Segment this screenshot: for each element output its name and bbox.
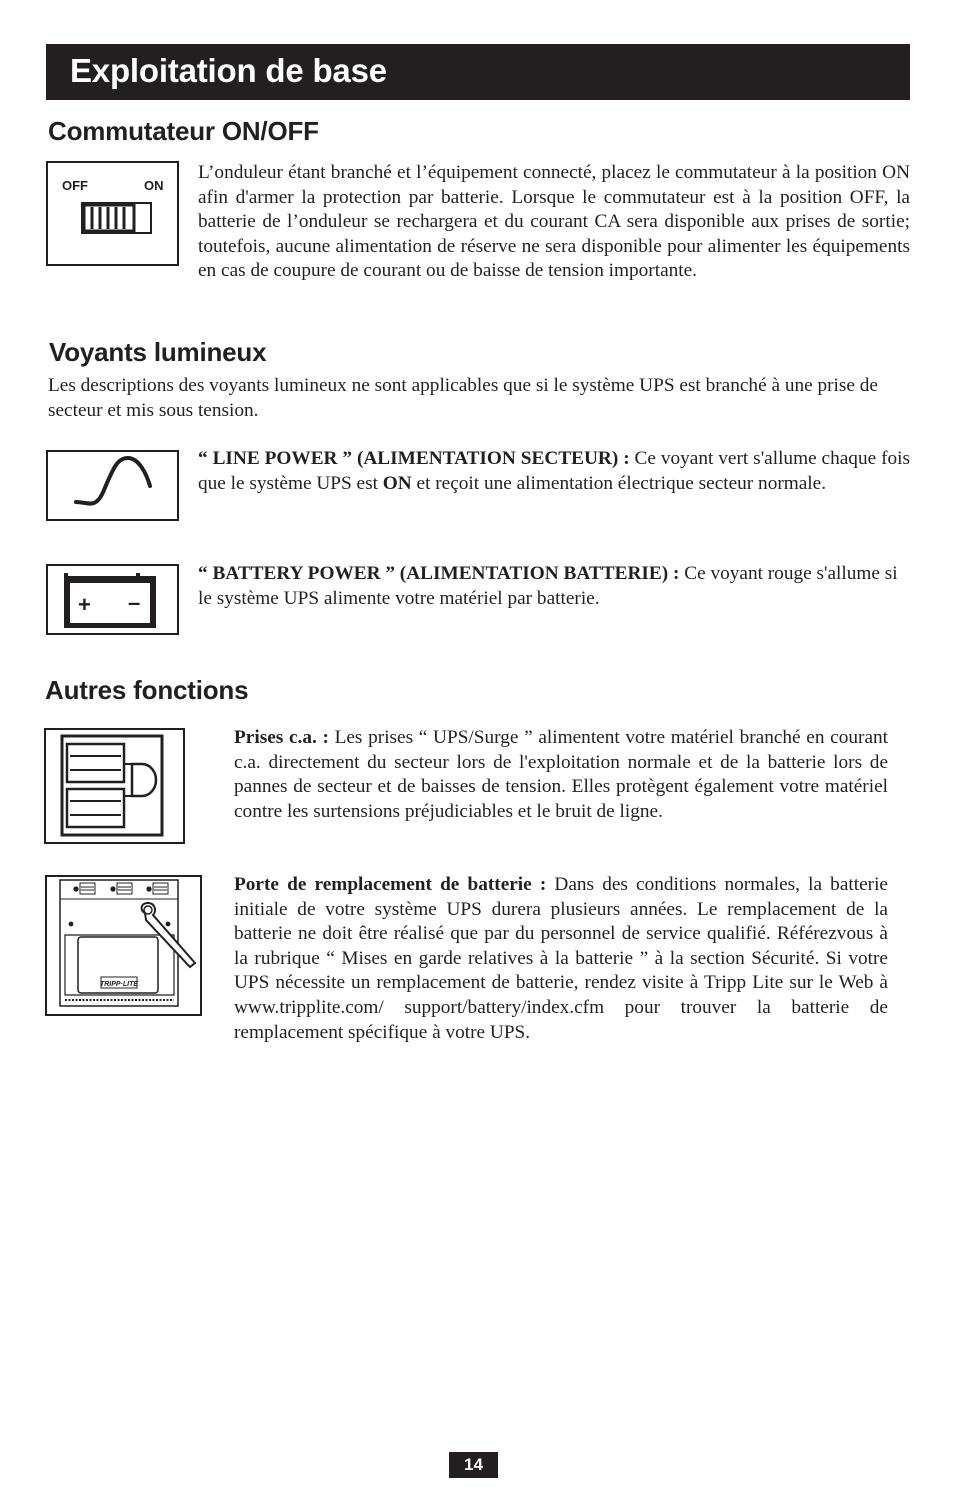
ac-outlets-label: Prises c.a. : xyxy=(234,727,329,748)
line-power-sine-icon xyxy=(46,450,179,521)
battery-power-label: “ BATTERY POWER ” (ALIMENTATION BATTERIE) : xyxy=(198,563,680,584)
ac-outlets-icon xyxy=(44,728,185,844)
page-number: 14 xyxy=(449,1452,498,1478)
tripp-lite-logo: TRIPP·LITE xyxy=(99,981,139,988)
switch-heading: Commutateur ON/OFF xyxy=(48,116,319,146)
switch-off-label: OFF xyxy=(62,178,88,193)
leds-heading: Voyants lumineux xyxy=(49,337,267,367)
on-off-switch-icon xyxy=(46,161,179,266)
leds-intro: Les descriptions des voyants lumineux ne sont applicables que si le système UPS est branché à une prise de secteur et mis sous tension. xyxy=(48,375,878,421)
battery-minus-sign: – xyxy=(128,590,141,615)
battery-power-description: “ BATTERY POWER ” (ALIMENTATION BATTERIE) : Ce voyant rouge s'allume si le système UPS alimente votre matériel par batterie. xyxy=(198,563,898,609)
battery-power-icon xyxy=(46,564,179,635)
other-functions-heading: Autres fonctions xyxy=(45,675,249,705)
page-title-bar xyxy=(46,44,910,100)
page-title: Exploitation de base xyxy=(70,52,387,89)
switch-on-label: ON xyxy=(144,178,164,193)
line-power-description: “ LINE POWER ” (ALIMENTATION SECTEUR) : Ce voyant vert s'allume chaque fois que le système UPS est ON et reçoit une alimentation électrique secteur normale. xyxy=(198,448,910,494)
line-power-label: “ LINE POWER ” (ALIMENTATION SECTEUR) : xyxy=(198,448,630,469)
battery-door-label: Porte de remplacement de batterie : xyxy=(234,874,547,895)
battery-plus-sign: + xyxy=(78,592,91,617)
battery-door-description: Porte de remplacement de batterie : Dans des conditions normales, la batterie initiale de votre système UPS durera plusieurs années. Le remplacement de la batterie ne doit être réalisé que par du personnel de service qualifié. Référezvous à la rubrique “ Mises en garde relatives à la batterie ” à la section Sécurité. Si votre UPS nécessite un remplacement de batterie, rendez visite à Tripp Lite sur le Web à www.tripplite.com/ support/battery/index.cfm pour trouver la batterie de remplacement spécifique à votre UPS. xyxy=(234,874,888,1043)
switch-description: L’onduleur étant branché et l’équipement connecté, placez le commutateur à la position ON afin d'armer la protection par batterie. Lorsque le commutateur est à la position OFF, la batterie de l’onduleur se rechargera et du courant CA sera disponible aux prises de sortie; toutefois, aucune alimentation de réserve ne sera disponible pour alimenter les équipements en cas de coupure de courant ou de baisse de tension importante. xyxy=(198,162,910,282)
ac-outlets-description: Prises c.a. : Les prises “ UPS/Surge ” alimentent votre matériel branché en courant c.a. directement du secteur lors de l'exploitation normale et de la batterie lors de pannes de secteur et de baisses de tension. Elles protègent également votre matériel contre les surtensions préjudiciables et le bruit de ligne. xyxy=(234,727,888,822)
battery-door-icon xyxy=(45,875,202,1016)
